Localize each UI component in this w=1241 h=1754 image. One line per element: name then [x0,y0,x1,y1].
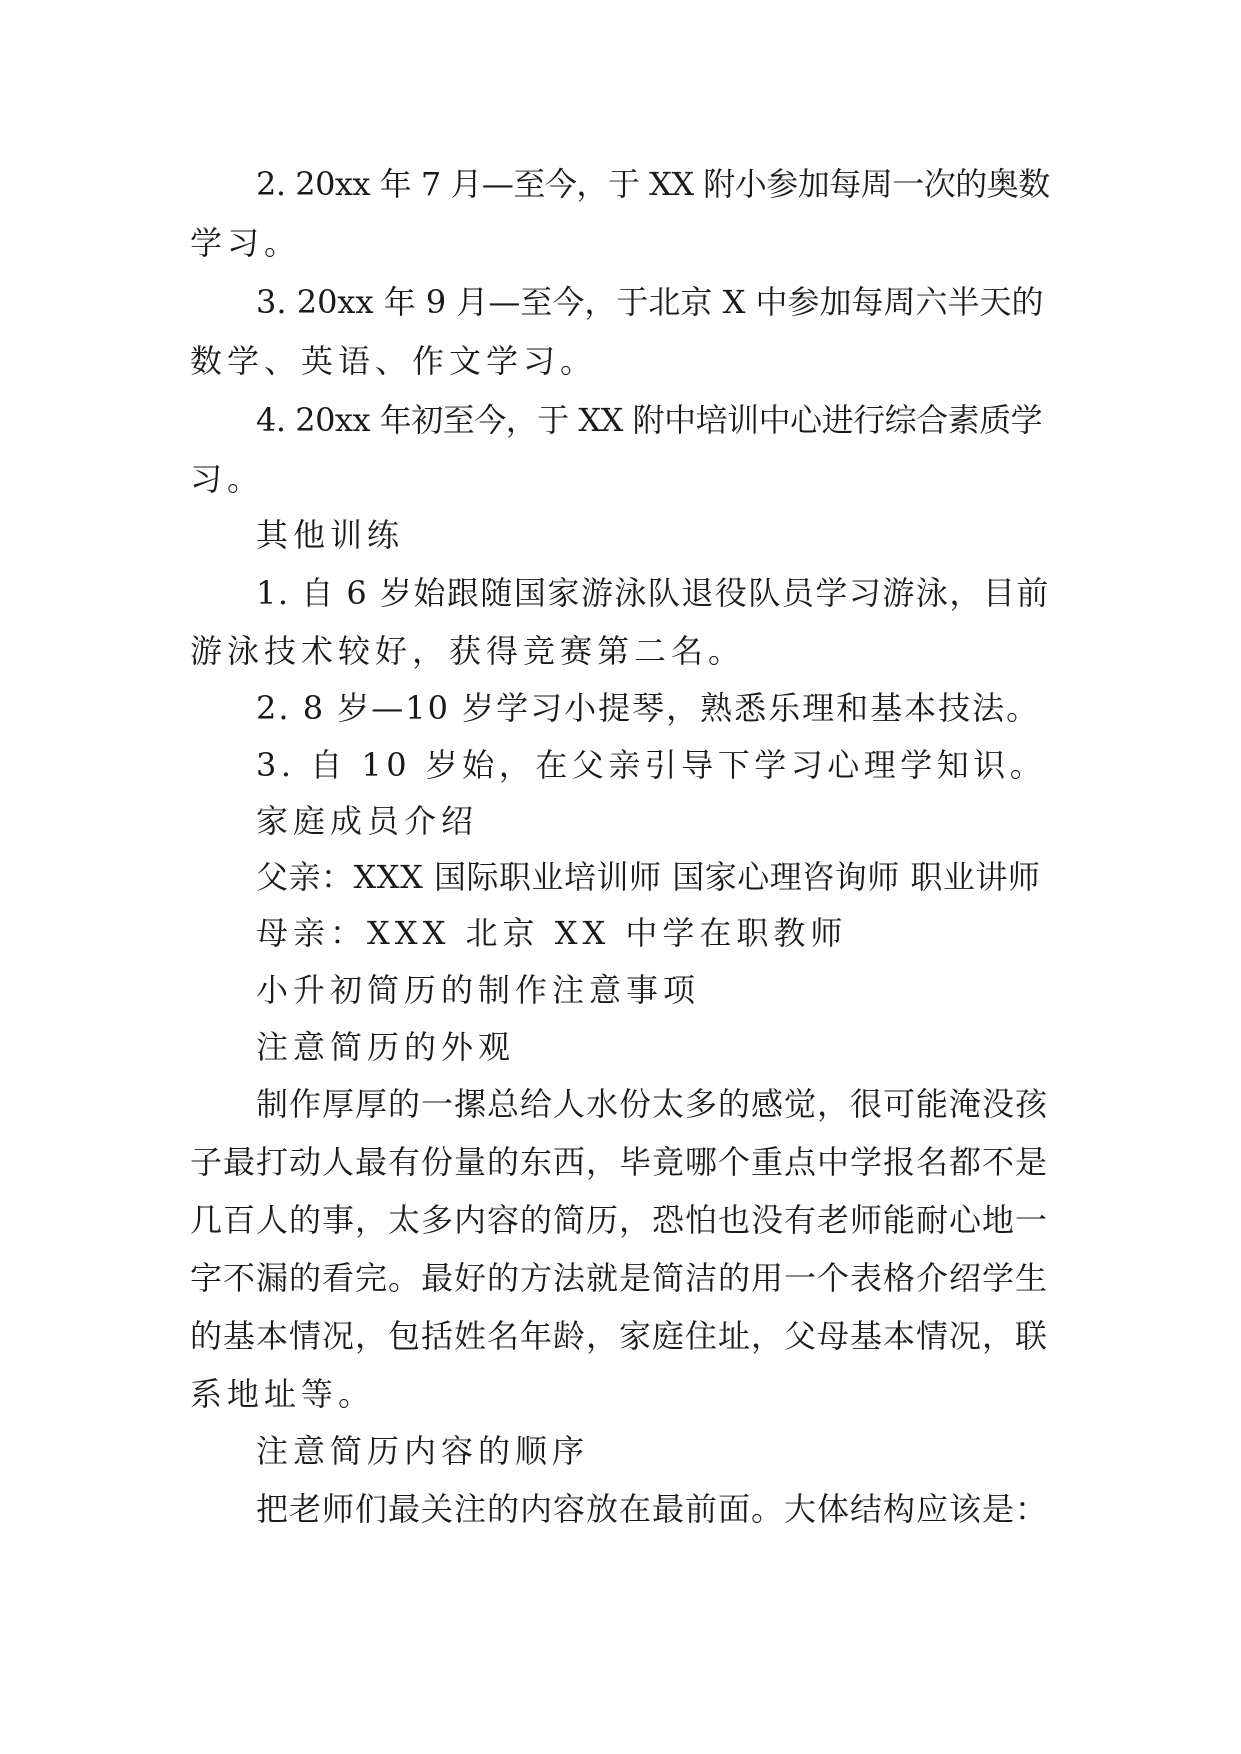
text-line: 把老师们最关注的内容放在最前面。大体结构应该是： [256,1490,1049,1528]
text-line: 3. 20xx 年 9 月—至今，于北京 X 中参加每周六半天的 [256,283,1044,321]
text-line: 2. 8 岁—10 岁学习小提琴，熟悉乐理和基本技法。 [256,689,1041,727]
text-line: 数学、英语、作文学习。 [190,342,598,380]
section-heading: 家庭成员介绍 [256,802,479,840]
text-line: 的基本情况，包括姓名年龄，家庭住址，父母基本情况，联 [190,1317,1049,1355]
text-line: 母亲：XXX 北京 XX 中学在职教师 [256,914,848,952]
text-line: 习。 [190,460,265,498]
text-line: 学习。 [190,224,302,262]
text-line: 父亲：XXX 国际职业培训师 国家心理咨询师 职业讲师 [256,858,1041,896]
section-heading: 注意简历的外观 [256,1028,516,1066]
text-line: 字不漏的看完。最好的方法就是简洁的用一个表格介绍学生 [190,1259,1049,1297]
text-line: 制作厚厚的一摞总给人水份太多的感觉，很可能淹没孩 [256,1085,1049,1123]
text-line: 3. 自 10 岁始，在父亲引导下学习心理学知识。 [256,746,1047,784]
text-line: 2. 20xx 年 7 月—至今，于 XX 附小参加每周一次的奥数 [256,165,1050,203]
text-line: 1. 自 6 岁始跟随国家游泳队退役队员学习游泳，目前 [256,574,1050,612]
text-line: 游泳技术较好，获得竞赛第二名。 [190,632,746,670]
text-line: 子最打动人最有份量的东西，毕竟哪个重点中学报名都不是 [190,1143,1049,1181]
text-line: 几百人的事，太多内容的简历，恐怕也没有老师能耐心地一 [190,1201,1049,1239]
text-line: 系地址等。 [190,1375,376,1413]
section-heading: 小升初简历的制作注意事项 [256,971,701,1009]
section-heading: 其他训练 [256,516,405,554]
text-line: 4. 20xx 年初至今，于 XX 附中培训中心进行综合素质学 [256,401,1043,439]
section-heading: 注意简历内容的顺序 [256,1432,590,1470]
